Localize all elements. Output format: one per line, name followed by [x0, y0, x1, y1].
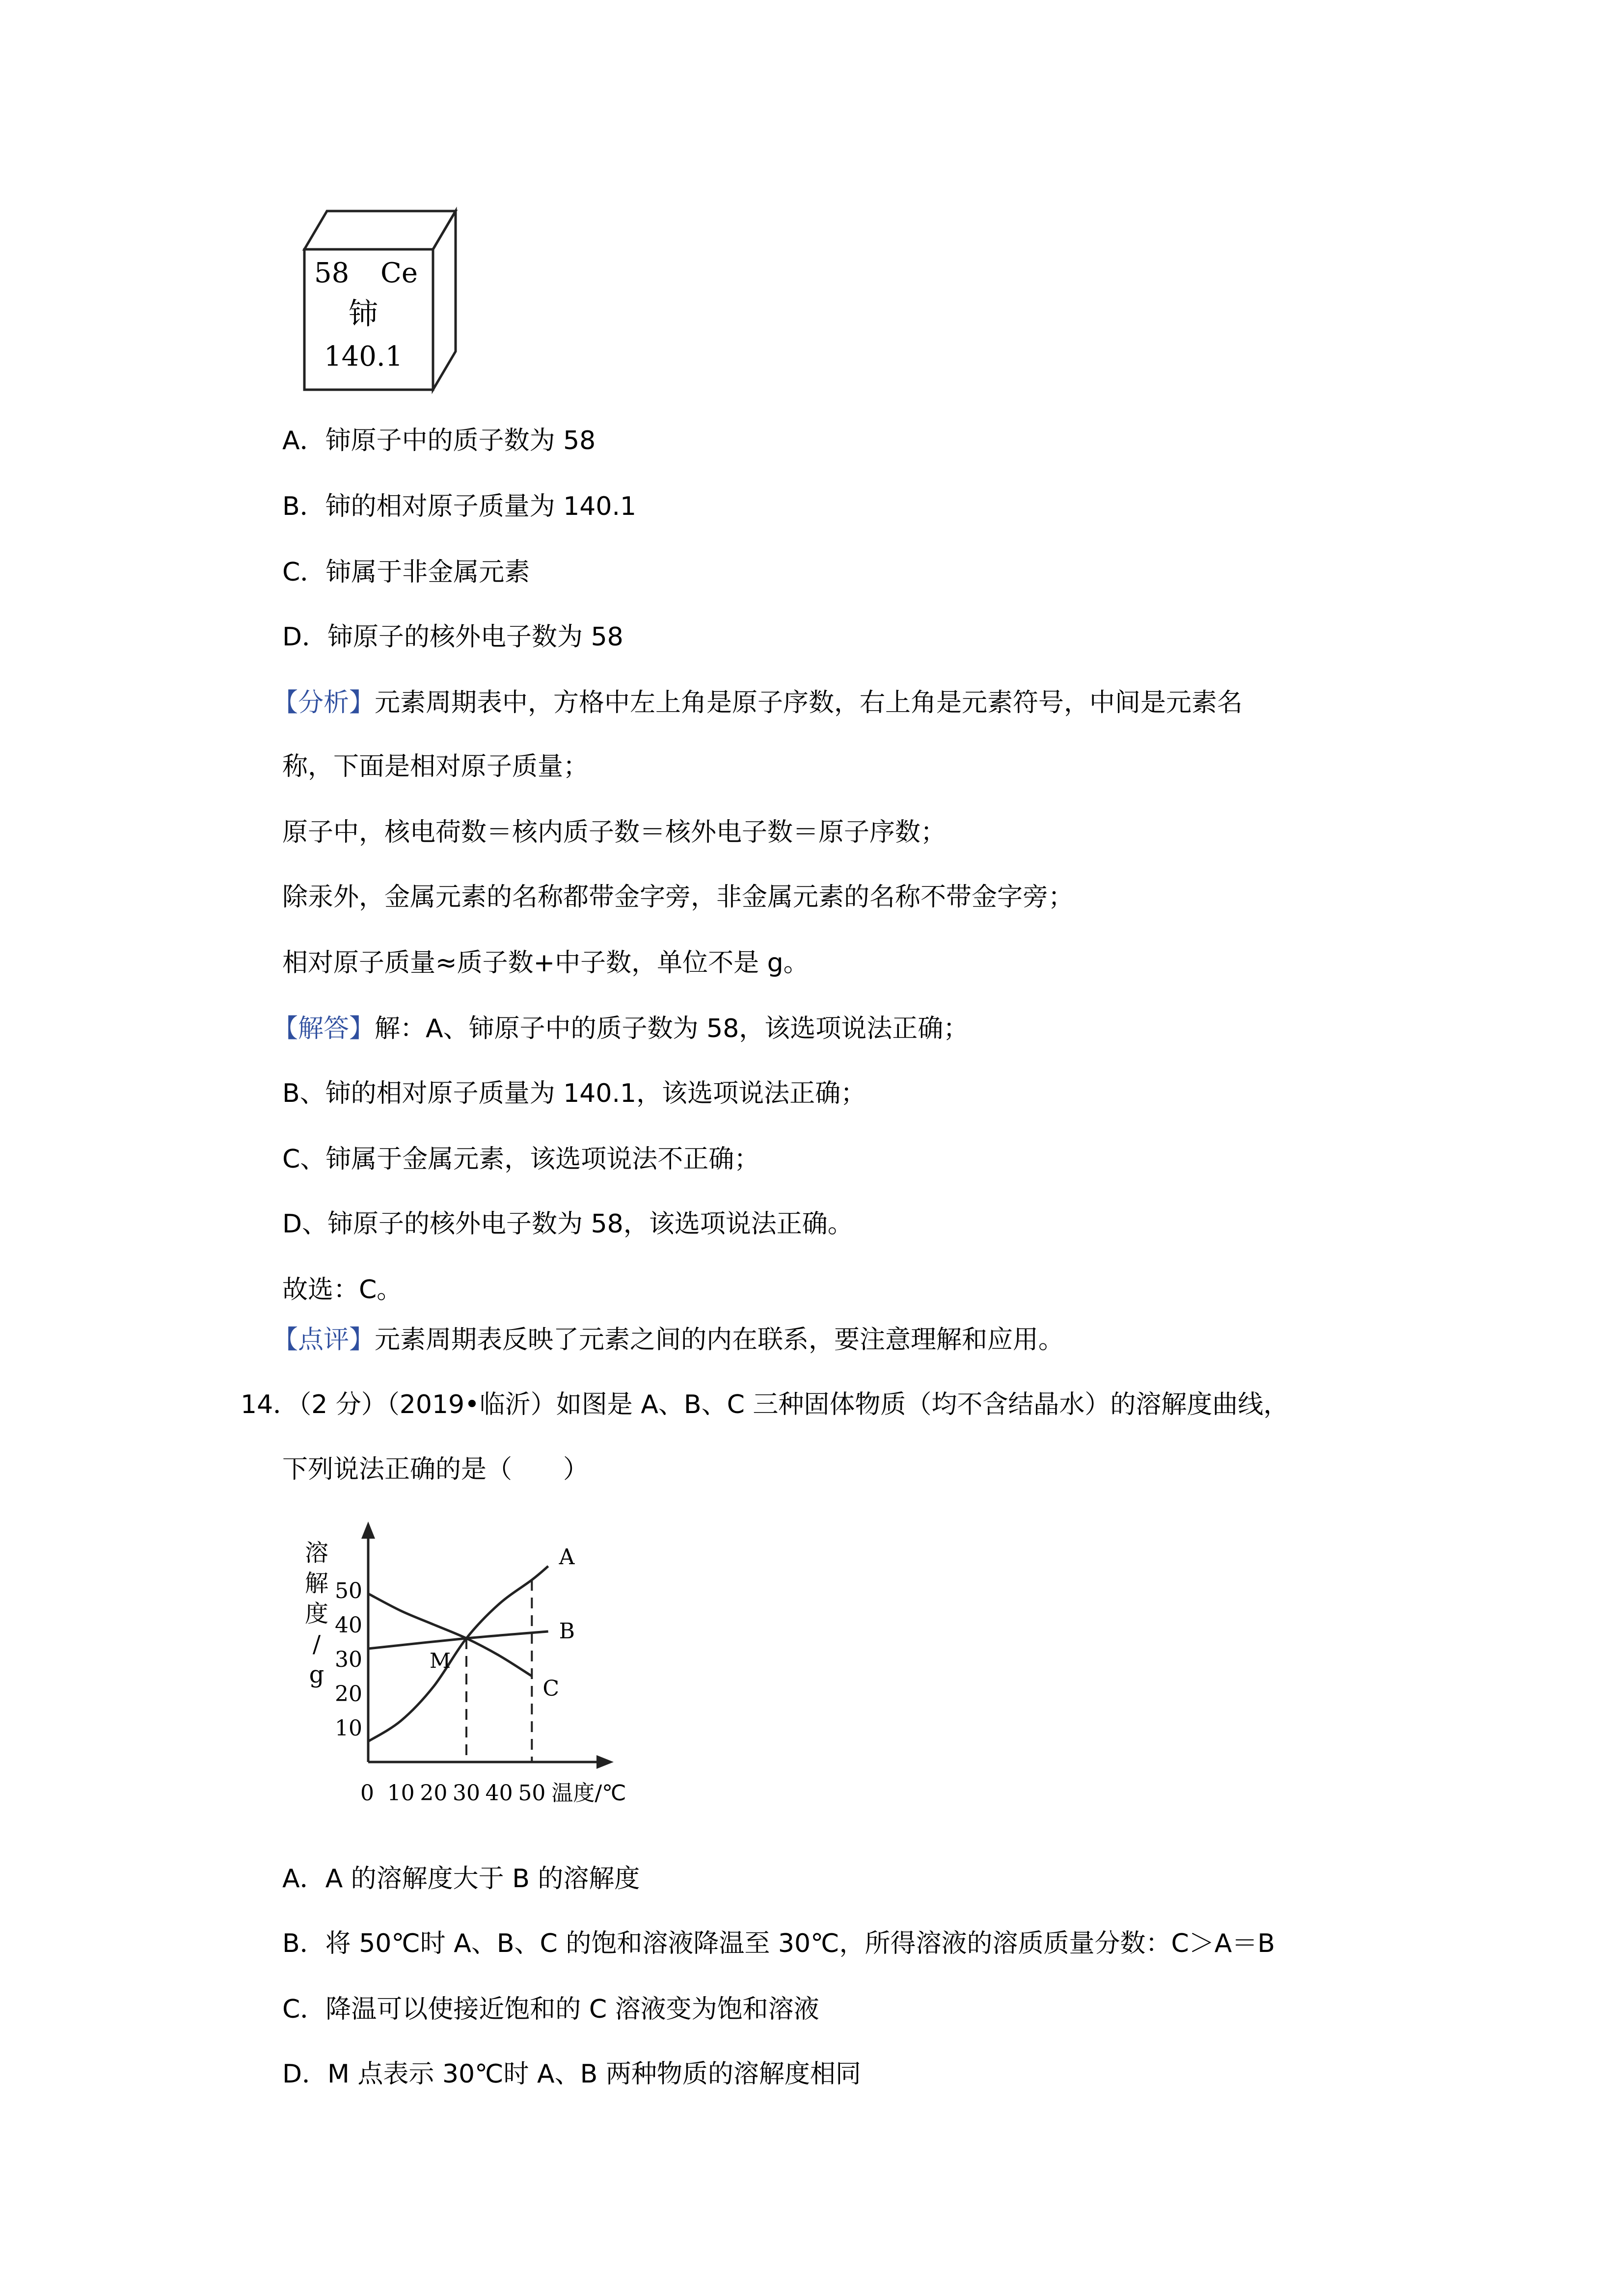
analysis-line-3: 原子中，核电荷数＝核内质子数＝核外电子数＝原子序数；: [282, 818, 947, 847]
x-axis-arrow: [596, 1755, 614, 1769]
analysis-text-1: 元素周期表中，方格中左上角是原子序数，右上角是元素符号，中间是元素名: [375, 688, 1243, 718]
q14-option-d[interactable]: D．M 点表示 30℃时 A、B 两种物质的溶解度相同: [282, 2059, 861, 2089]
q13-option-b[interactable]: B．铈的相对原子质量为 140.1: [282, 492, 637, 521]
element-symbol: Ce: [380, 257, 418, 289]
y-tick-label: 40: [335, 1613, 362, 1638]
point-m-label: M: [430, 1649, 451, 1673]
series-c-label: C: [542, 1676, 560, 1701]
y-tick-label: 10: [335, 1716, 362, 1741]
y-tick-label: 20: [335, 1682, 362, 1707]
y-axis-label-char: 解: [304, 1570, 329, 1597]
x-tick-label: 10: [387, 1781, 415, 1806]
element-mass: 140.1: [324, 341, 403, 373]
y-axis-label-char: 溶: [304, 1539, 329, 1567]
series-b-label: B: [559, 1619, 575, 1644]
answer-tag: 【解答】: [272, 1014, 375, 1043]
q14-option-b[interactable]: B．将 50℃时 A、B、C 的饱和溶液降温至 30℃，所得溶液的溶质质量分数：C＞A＝B: [282, 1929, 1275, 1958]
x-tick-label: 0: [360, 1781, 374, 1806]
answer-line-5: 故选：C。: [282, 1275, 403, 1305]
series-a-line: [368, 1566, 548, 1741]
y-tick-label: 30: [335, 1647, 362, 1672]
analysis-line-1: [272, 687, 1243, 719]
q14-option-a[interactable]: A．A 的溶解度大于 B 的溶解度: [282, 1864, 640, 1894]
answer-line-1: [272, 1013, 969, 1044]
answer-text-1: 解：A、铈原子中的质子数为 58，该选项说法正确；: [375, 1014, 969, 1043]
series-a-label: A: [559, 1545, 575, 1570]
answer-line-4: D、铈原子的核外电子数为 58，该选项说法正确。: [282, 1209, 853, 1239]
analysis-tag: 【分析】: [272, 688, 375, 718]
y-axis-label-char: g: [309, 1661, 325, 1688]
comment-tag: 【点评】: [272, 1325, 375, 1355]
comment-line: [272, 1324, 1064, 1356]
q13-option-c[interactable]: C．铈属于非金属元素: [282, 558, 530, 587]
comment-text: 元素周期表反映了元素之间的内在联系，要注意理解和应用。: [375, 1325, 1064, 1355]
q13-option-d[interactable]: D．铈原子的核外电子数为 58: [282, 622, 623, 652]
q14-option-c[interactable]: C．降温可以使接近饱和的 C 溶液变为饱和溶液: [282, 1995, 819, 2024]
element-name: 铈: [349, 297, 378, 331]
x-tick-label: 30: [453, 1781, 480, 1806]
analysis-line-4: 除汞外，金属元素的名称都带金字旁，非金属元素的名称不带金字旁；: [282, 882, 1074, 912]
analysis-line-5: 相对原子质量≈质子数+中子数，单位不是 g。: [282, 948, 809, 978]
y-tick-label: 50: [335, 1578, 362, 1603]
analysis-line-2: 称，下面是相对原子质量；: [282, 752, 589, 781]
y-axis-label-char: 度: [304, 1600, 329, 1628]
x-tick-label: 50: [518, 1781, 546, 1806]
solubility-chart: [287, 1517, 641, 1826]
element-atomic-number: 58: [314, 257, 350, 289]
answer-line-2: B、铈的相对原子质量为 140.1，该选项说法正确；: [282, 1079, 866, 1108]
q13-option-a[interactable]: A．铈原子中的质子数为 58: [282, 426, 596, 455]
y-axis-arrow: [361, 1522, 375, 1539]
answer-line-3: C、铈属于金属元素，该选项说法不正确；: [282, 1145, 760, 1174]
q14-stem-line-2: 下列说法正确的是（ ）: [282, 1455, 589, 1484]
x-tick-label: 40: [485, 1781, 513, 1806]
x-axis-label: 温度/℃: [551, 1781, 626, 1806]
x-tick-label: 20: [420, 1781, 448, 1806]
element-card: [295, 206, 481, 398]
q14-stem-line-1: 14．（2 分）（2019•临沂）如图是 A、B、C 三种固体物质（均不含结晶水）的溶解度曲线，: [241, 1390, 1289, 1419]
y-axis-label-char: /: [312, 1630, 321, 1658]
